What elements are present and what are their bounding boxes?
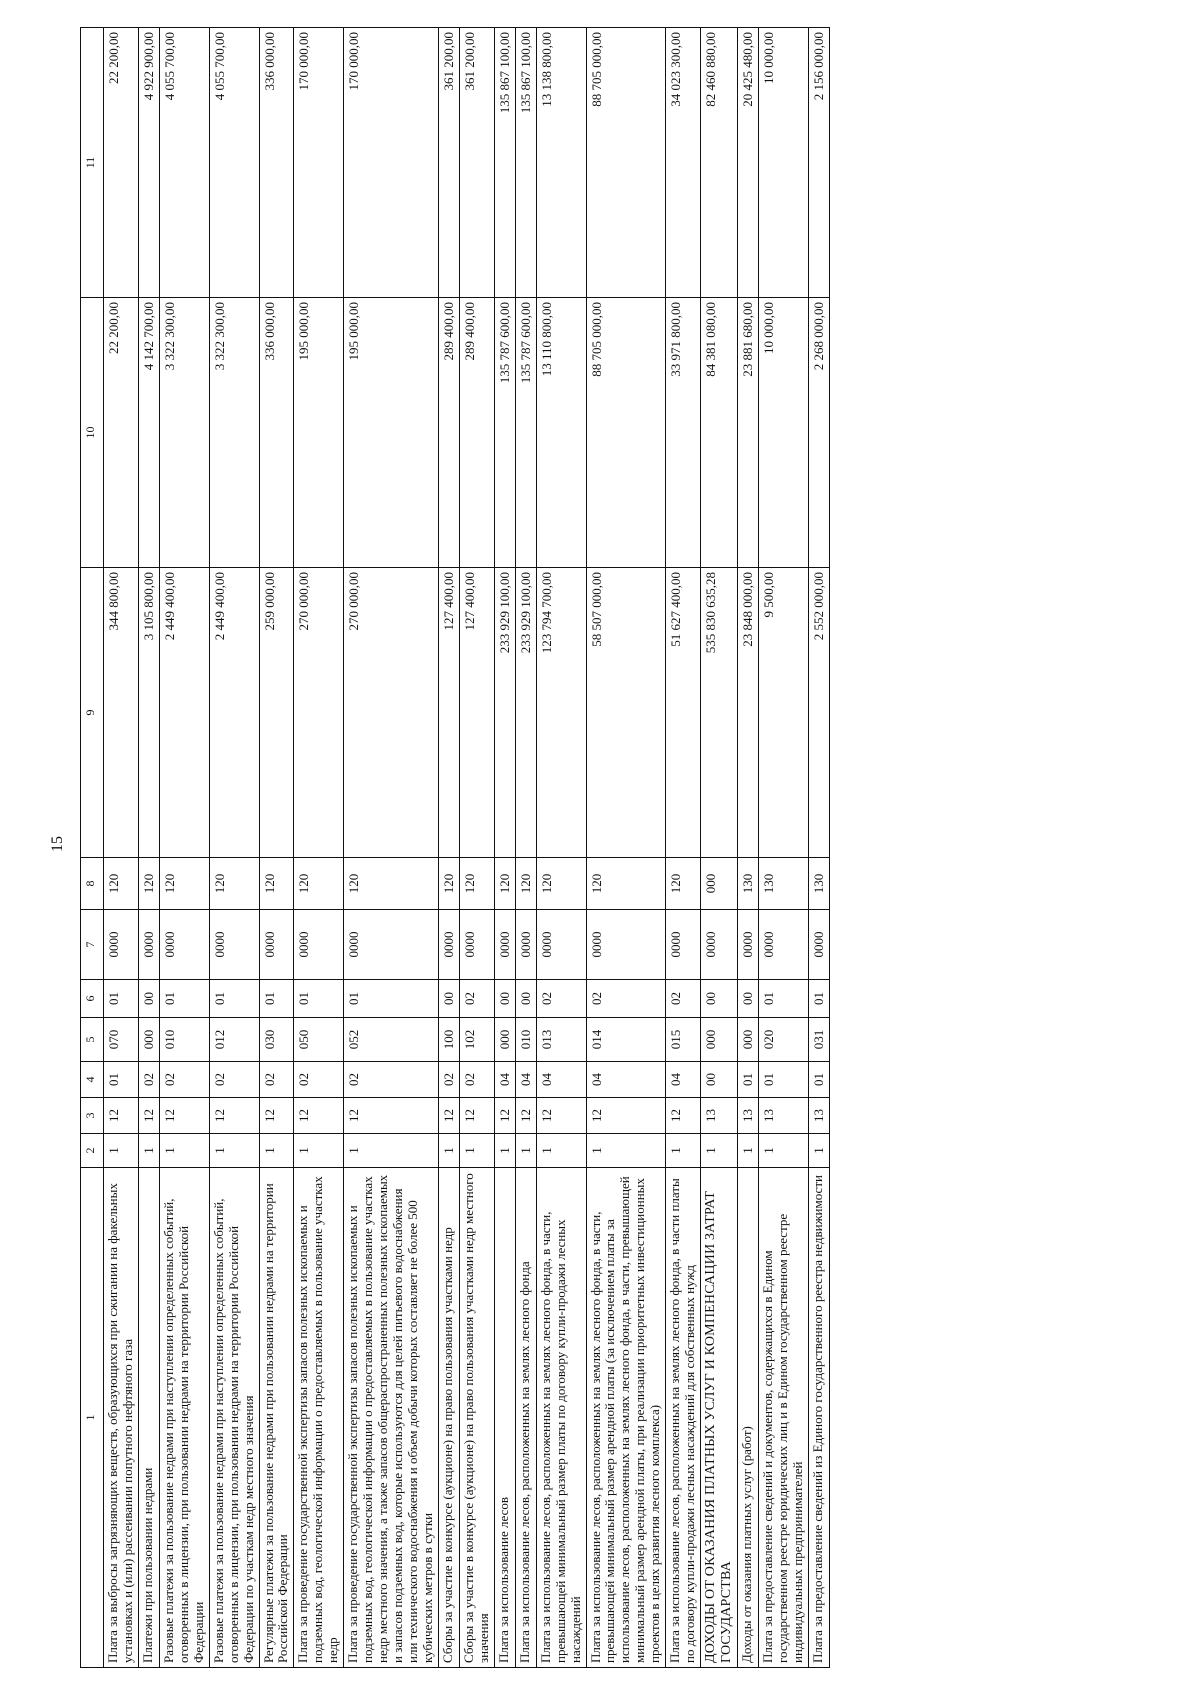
col-2-code: 1 bbox=[294, 1134, 344, 1168]
value-col-10: 135 787 600,00 bbox=[515, 298, 536, 568]
col-4-code: 04 bbox=[494, 1062, 515, 1098]
col-7-code: 0000 bbox=[738, 910, 759, 980]
value-col-10: 10 000,00 bbox=[759, 298, 809, 568]
value-col-11: 34 023 300,00 bbox=[666, 28, 701, 298]
col-7-code: 0000 bbox=[104, 910, 139, 980]
col-4-code: 02 bbox=[209, 1062, 259, 1098]
value-col-9: 344 800,00 bbox=[104, 568, 139, 858]
col-5-code: 070 bbox=[104, 1018, 139, 1062]
value-col-9: 2 552 000,00 bbox=[809, 568, 830, 858]
table-body bbox=[104, 28, 830, 1668]
value-col-10: 84 381 080,00 bbox=[701, 298, 738, 568]
row-name: Плата за использование лесов bbox=[494, 1168, 515, 1668]
col-8-code: 130 bbox=[809, 858, 830, 910]
col-6-code: 00 bbox=[738, 980, 759, 1018]
header-row bbox=[81, 28, 104, 1668]
row-name: ДОХОДЫ ОТ ОКАЗАНИЯ ПЛАТНЫХ УСЛУГ И КОМПЕНСАЦИИ ЗАТРАТ ГОСУДАРСТВА bbox=[701, 1168, 738, 1668]
table-row bbox=[104, 28, 139, 1668]
value-col-11: 4 922 900,00 bbox=[138, 28, 159, 298]
value-col-9: 259 000,00 bbox=[259, 568, 294, 858]
col-2-code: 1 bbox=[438, 1134, 459, 1168]
value-col-9: 233 929 100,00 bbox=[515, 568, 536, 858]
page-number: 15 bbox=[49, 836, 66, 852]
col-7-code: 0000 bbox=[494, 910, 515, 980]
col-5-code: 010 bbox=[159, 1018, 209, 1062]
col-8-code: 000 bbox=[701, 858, 738, 910]
column-header: 9 bbox=[81, 568, 104, 858]
col-7-code: 0000 bbox=[515, 910, 536, 980]
col-3-code: 12 bbox=[209, 1098, 259, 1134]
col-5-code: 000 bbox=[738, 1018, 759, 1062]
col-6-code: 01 bbox=[759, 980, 809, 1018]
col-6-code: 02 bbox=[459, 980, 494, 1018]
column-header: 7 bbox=[81, 910, 104, 980]
col-4-code: 00 bbox=[701, 1062, 738, 1098]
col-4-code: 02 bbox=[459, 1062, 494, 1098]
value-col-10: 3 322 300,00 bbox=[159, 298, 209, 568]
table-row bbox=[159, 28, 209, 1668]
col-7-code: 0000 bbox=[344, 910, 439, 980]
col-3-code: 12 bbox=[138, 1098, 159, 1134]
value-col-10: 13 110 800,00 bbox=[536, 298, 586, 568]
col-8-code: 120 bbox=[104, 858, 139, 910]
col-5-code: 102 bbox=[459, 1018, 494, 1062]
col-3-code: 12 bbox=[586, 1098, 666, 1134]
column-header: 1 bbox=[81, 1168, 104, 1668]
col-2-code: 1 bbox=[104, 1134, 139, 1168]
value-col-10: 23 881 680,00 bbox=[738, 298, 759, 568]
col-4-code: 04 bbox=[536, 1062, 586, 1098]
col-8-code: 120 bbox=[666, 858, 701, 910]
col-3-code: 12 bbox=[536, 1098, 586, 1134]
table-row bbox=[738, 28, 759, 1668]
value-col-10: 195 000,00 bbox=[344, 298, 439, 568]
col-7-code: 0000 bbox=[701, 910, 738, 980]
col-4-code: 01 bbox=[759, 1062, 809, 1098]
row-name: Плата за предоставление сведений из Единого государственного реестра недвижимости bbox=[809, 1168, 830, 1668]
col-5-code: 000 bbox=[494, 1018, 515, 1062]
col-3-code: 12 bbox=[438, 1098, 459, 1134]
column-header: 3 bbox=[81, 1098, 104, 1134]
value-col-11: 4 055 700,00 bbox=[159, 28, 209, 298]
col-4-code: 02 bbox=[259, 1062, 294, 1098]
col-6-code: 02 bbox=[666, 980, 701, 1018]
col-3-code: 12 bbox=[666, 1098, 701, 1134]
col-6-code: 01 bbox=[809, 980, 830, 1018]
row-name: Сборы за участие в конкурсе (аукционе) на право пользования участками недр bbox=[438, 1168, 459, 1668]
col-3-code: 13 bbox=[738, 1098, 759, 1134]
col-6-code: 01 bbox=[104, 980, 139, 1018]
value-col-11: 20 425 480,00 bbox=[738, 28, 759, 298]
table-row bbox=[759, 28, 809, 1668]
col-7-code: 0000 bbox=[294, 910, 344, 980]
value-col-11: 361 200,00 bbox=[459, 28, 494, 298]
row-name: Плата за проведение государственной экспертизы запасов полезных ископаемых и подземных вод, геологической информации о предоставляемых в пользование участках недр местного значения, а также запасов общераспространенных полезных ископаемых и запасов подземных вод, которые используются для целей питьевого водоснабжения или технического водоснабжения и объем добычи которых составляет не более 500 кубических метров в сутки bbox=[344, 1168, 439, 1668]
col-6-code: 02 bbox=[586, 980, 666, 1018]
col-6-code: 02 bbox=[536, 980, 586, 1018]
value-col-9: 233 929 100,00 bbox=[494, 568, 515, 858]
row-name: Плата за использование лесов, расположенных на землях лесного фонда, в части, превышающей минимальный размер платы по договору купли-продажи лесных насаждений bbox=[536, 1168, 586, 1668]
col-4-code: 04 bbox=[666, 1062, 701, 1098]
col-7-code: 0000 bbox=[666, 910, 701, 980]
col-8-code: 120 bbox=[586, 858, 666, 910]
table-row bbox=[209, 28, 259, 1668]
col-7-code: 0000 bbox=[586, 910, 666, 980]
value-col-9: 270 000,00 bbox=[344, 568, 439, 858]
col-2-code: 1 bbox=[515, 1134, 536, 1168]
col-5-code: 030 bbox=[259, 1018, 294, 1062]
rotated-table-container bbox=[80, 28, 1120, 1668]
value-col-9: 535 830 635,28 bbox=[701, 568, 738, 858]
col-2-code: 1 bbox=[738, 1134, 759, 1168]
col-6-code: 01 bbox=[209, 980, 259, 1018]
col-8-code: 120 bbox=[459, 858, 494, 910]
value-col-9: 23 848 000,00 bbox=[738, 568, 759, 858]
col-7-code: 0000 bbox=[438, 910, 459, 980]
table-row bbox=[294, 28, 344, 1668]
col-2-code: 1 bbox=[209, 1134, 259, 1168]
value-col-11: 170 000,00 bbox=[294, 28, 344, 298]
col-2-code: 1 bbox=[459, 1134, 494, 1168]
column-header: 4 bbox=[81, 1062, 104, 1098]
col-7-code: 0000 bbox=[536, 910, 586, 980]
col-4-code: 01 bbox=[809, 1062, 830, 1098]
col-5-code: 014 bbox=[586, 1018, 666, 1062]
col-7-code: 0000 bbox=[209, 910, 259, 980]
column-header: 5 bbox=[81, 1018, 104, 1062]
table-row bbox=[344, 28, 439, 1668]
value-col-9: 270 000,00 bbox=[294, 568, 344, 858]
value-col-10: 289 400,00 bbox=[459, 298, 494, 568]
col-2-code: 1 bbox=[536, 1134, 586, 1168]
col-4-code: 01 bbox=[104, 1062, 139, 1098]
value-col-11: 170 000,00 bbox=[344, 28, 439, 298]
row-name: Плата за использование лесов, расположенных на землях лесного фонда, в части платы по договору купли-продажи лесных насаждений для собственных нужд bbox=[666, 1168, 701, 1668]
col-7-code: 0000 bbox=[759, 910, 809, 980]
col-2-code: 1 bbox=[809, 1134, 830, 1168]
value-col-10: 336 000,00 bbox=[259, 298, 294, 568]
col-6-code: 00 bbox=[438, 980, 459, 1018]
col-4-code: 02 bbox=[294, 1062, 344, 1098]
col-4-code: 02 bbox=[438, 1062, 459, 1098]
value-col-10: 33 971 800,00 bbox=[666, 298, 701, 568]
col-3-code: 12 bbox=[294, 1098, 344, 1134]
col-6-code: 01 bbox=[159, 980, 209, 1018]
col-5-code: 050 bbox=[294, 1018, 344, 1062]
table-row bbox=[494, 28, 515, 1668]
col-2-code: 1 bbox=[259, 1134, 294, 1168]
col-8-code: 120 bbox=[259, 858, 294, 910]
col-7-code: 0000 bbox=[459, 910, 494, 980]
col-6-code: 01 bbox=[344, 980, 439, 1018]
col-6-code: 00 bbox=[138, 980, 159, 1018]
col-8-code: 120 bbox=[209, 858, 259, 910]
value-col-11: 361 200,00 bbox=[438, 28, 459, 298]
col-4-code: 01 bbox=[738, 1062, 759, 1098]
col-6-code: 01 bbox=[259, 980, 294, 1018]
col-8-code: 120 bbox=[344, 858, 439, 910]
budget-table bbox=[80, 27, 830, 1668]
col-2-code: 1 bbox=[344, 1134, 439, 1168]
table-row bbox=[586, 28, 666, 1668]
col-5-code: 010 bbox=[515, 1018, 536, 1062]
row-name: Плата за выбросы загрязняющих веществ, образующихся при сжигании на факельных установках и (или) рассеивании попутного нефтяного газа bbox=[104, 1168, 139, 1668]
table-row bbox=[536, 28, 586, 1668]
col-5-code: 015 bbox=[666, 1018, 701, 1062]
col-3-code: 13 bbox=[759, 1098, 809, 1134]
col-6-code: 00 bbox=[494, 980, 515, 1018]
value-col-10: 4 142 700,00 bbox=[138, 298, 159, 568]
column-header: 2 bbox=[81, 1134, 104, 1168]
col-3-code: 13 bbox=[701, 1098, 738, 1134]
row-name: Плата за использование лесов, расположенных на землях лесного фонда bbox=[515, 1168, 536, 1668]
col-6-code: 00 bbox=[701, 980, 738, 1018]
value-col-10: 195 000,00 bbox=[294, 298, 344, 568]
column-header: 8 bbox=[81, 858, 104, 910]
value-col-9: 123 794 700,00 bbox=[536, 568, 586, 858]
col-3-code: 12 bbox=[494, 1098, 515, 1134]
value-col-9: 3 105 800,00 bbox=[138, 568, 159, 858]
row-name: Разовые платежи за пользование недрами при наступлении определенных событий, оговоренных в лицензии, при пользовании недрами на территории Российской Федерации bbox=[159, 1168, 209, 1668]
col-8-code: 120 bbox=[494, 858, 515, 910]
col-2-code: 1 bbox=[759, 1134, 809, 1168]
col-5-code: 013 bbox=[536, 1018, 586, 1062]
col-5-code: 020 bbox=[759, 1018, 809, 1062]
value-col-9: 58 507 000,00 bbox=[586, 568, 666, 858]
value-col-11: 82 460 880,00 bbox=[701, 28, 738, 298]
col-2-code: 1 bbox=[494, 1134, 515, 1168]
col-8-code: 120 bbox=[294, 858, 344, 910]
col-2-code: 1 bbox=[586, 1134, 666, 1168]
value-col-10: 135 787 600,00 bbox=[494, 298, 515, 568]
table-row bbox=[138, 28, 159, 1668]
col-8-code: 130 bbox=[738, 858, 759, 910]
col-7-code: 0000 bbox=[809, 910, 830, 980]
row-name: Платежи при пользовании недрами bbox=[138, 1168, 159, 1668]
column-header: 6 bbox=[81, 980, 104, 1018]
row-name: Плата за предоставление сведений и документов, содержащихся в Едином государственном реестре юридических лиц и в Едином государственном реестре индивидуальных предпринимателей bbox=[759, 1168, 809, 1668]
row-name: Доходы от оказания платных услуг (работ) bbox=[738, 1168, 759, 1668]
col-3-code: 13 bbox=[809, 1098, 830, 1134]
column-header: 11 bbox=[81, 28, 104, 298]
col-5-code: 000 bbox=[138, 1018, 159, 1062]
col-3-code: 12 bbox=[104, 1098, 139, 1134]
table-row bbox=[515, 28, 536, 1668]
col-5-code: 100 bbox=[438, 1018, 459, 1062]
value-col-9: 51 627 400,00 bbox=[666, 568, 701, 858]
col-2-code: 1 bbox=[138, 1134, 159, 1168]
col-8-code: 120 bbox=[536, 858, 586, 910]
col-3-code: 12 bbox=[159, 1098, 209, 1134]
value-col-11: 13 138 800,00 bbox=[536, 28, 586, 298]
value-col-10: 289 400,00 bbox=[438, 298, 459, 568]
col-8-code: 130 bbox=[759, 858, 809, 910]
col-5-code: 012 bbox=[209, 1018, 259, 1062]
row-name: Плата за проведение государственной экспертизы запасов полезных ископаемых и подземных вод, геологической информации о предоставляемых в пользование участках недр bbox=[294, 1168, 344, 1668]
col-3-code: 12 bbox=[344, 1098, 439, 1134]
table-row bbox=[259, 28, 294, 1668]
value-col-9: 127 400,00 bbox=[438, 568, 459, 858]
value-col-11: 10 000,00 bbox=[759, 28, 809, 298]
col-2-code: 1 bbox=[159, 1134, 209, 1168]
col-4-code: 02 bbox=[138, 1062, 159, 1098]
value-col-10: 2 268 000,00 bbox=[809, 298, 830, 568]
value-col-11: 135 867 100,00 bbox=[515, 28, 536, 298]
col-4-code: 02 bbox=[159, 1062, 209, 1098]
column-header: 10 bbox=[81, 298, 104, 568]
col-8-code: 120 bbox=[438, 858, 459, 910]
value-col-11: 88 705 000,00 bbox=[586, 28, 666, 298]
col-7-code: 0000 bbox=[138, 910, 159, 980]
table-row bbox=[666, 28, 701, 1668]
value-col-10: 3 322 300,00 bbox=[209, 298, 259, 568]
value-col-10: 88 705 000,00 bbox=[586, 298, 666, 568]
table-row bbox=[701, 28, 738, 1668]
col-7-code: 0000 bbox=[259, 910, 294, 980]
col-8-code: 120 bbox=[159, 858, 209, 910]
row-name: Регулярные платежи за пользование недрами при пользовании недрами на территории Российской Федерации bbox=[259, 1168, 294, 1668]
col-8-code: 120 bbox=[515, 858, 536, 910]
value-col-10: 22 200,00 bbox=[104, 298, 139, 568]
table-row bbox=[459, 28, 494, 1668]
col-4-code: 04 bbox=[586, 1062, 666, 1098]
col-6-code: 01 bbox=[294, 980, 344, 1018]
col-6-code: 00 bbox=[515, 980, 536, 1018]
value-col-9: 2 449 400,00 bbox=[159, 568, 209, 858]
col-2-code: 1 bbox=[701, 1134, 738, 1168]
table-row bbox=[438, 28, 459, 1668]
col-2-code: 1 bbox=[666, 1134, 701, 1168]
value-col-11: 22 200,00 bbox=[104, 28, 139, 298]
value-col-11: 2 156 000,00 bbox=[809, 28, 830, 298]
row-name: Разовые платежи за пользование недрами при наступлении определенных событий, оговоренных в лицензии, при пользовании недрами на территории Российской Федерации по участкам недр местного значения bbox=[209, 1168, 259, 1668]
value-col-9: 2 449 400,00 bbox=[209, 568, 259, 858]
value-col-11: 4 055 700,00 bbox=[209, 28, 259, 298]
value-col-11: 135 867 100,00 bbox=[494, 28, 515, 298]
col-4-code: 04 bbox=[515, 1062, 536, 1098]
col-3-code: 12 bbox=[515, 1098, 536, 1134]
col-3-code: 12 bbox=[459, 1098, 494, 1134]
col-7-code: 0000 bbox=[159, 910, 209, 980]
col-5-code: 000 bbox=[701, 1018, 738, 1062]
col-5-code: 052 bbox=[344, 1018, 439, 1062]
col-8-code: 120 bbox=[138, 858, 159, 910]
value-col-9: 9 500,00 bbox=[759, 568, 809, 858]
col-4-code: 02 bbox=[344, 1062, 439, 1098]
value-col-11: 336 000,00 bbox=[259, 28, 294, 298]
value-col-9: 127 400,00 bbox=[459, 568, 494, 858]
row-name: Сборы за участие в конкурсе (аукционе) на право пользования участками недр местного значения bbox=[459, 1168, 494, 1668]
row-name: Плата за использование лесов, расположенных на землях лесного фонда, в части, превышающей минимальный размер арендной платы (за исключением платы за использование лесов, расположенных на землях лесного фонда, в части, превышающей минимальный размер арендной платы, при реализации приоритетных инвестиционных проектов в целях развития лесного комплекса) bbox=[586, 1168, 666, 1668]
col-3-code: 12 bbox=[259, 1098, 294, 1134]
col-5-code: 031 bbox=[809, 1018, 830, 1062]
table-row bbox=[809, 28, 830, 1668]
